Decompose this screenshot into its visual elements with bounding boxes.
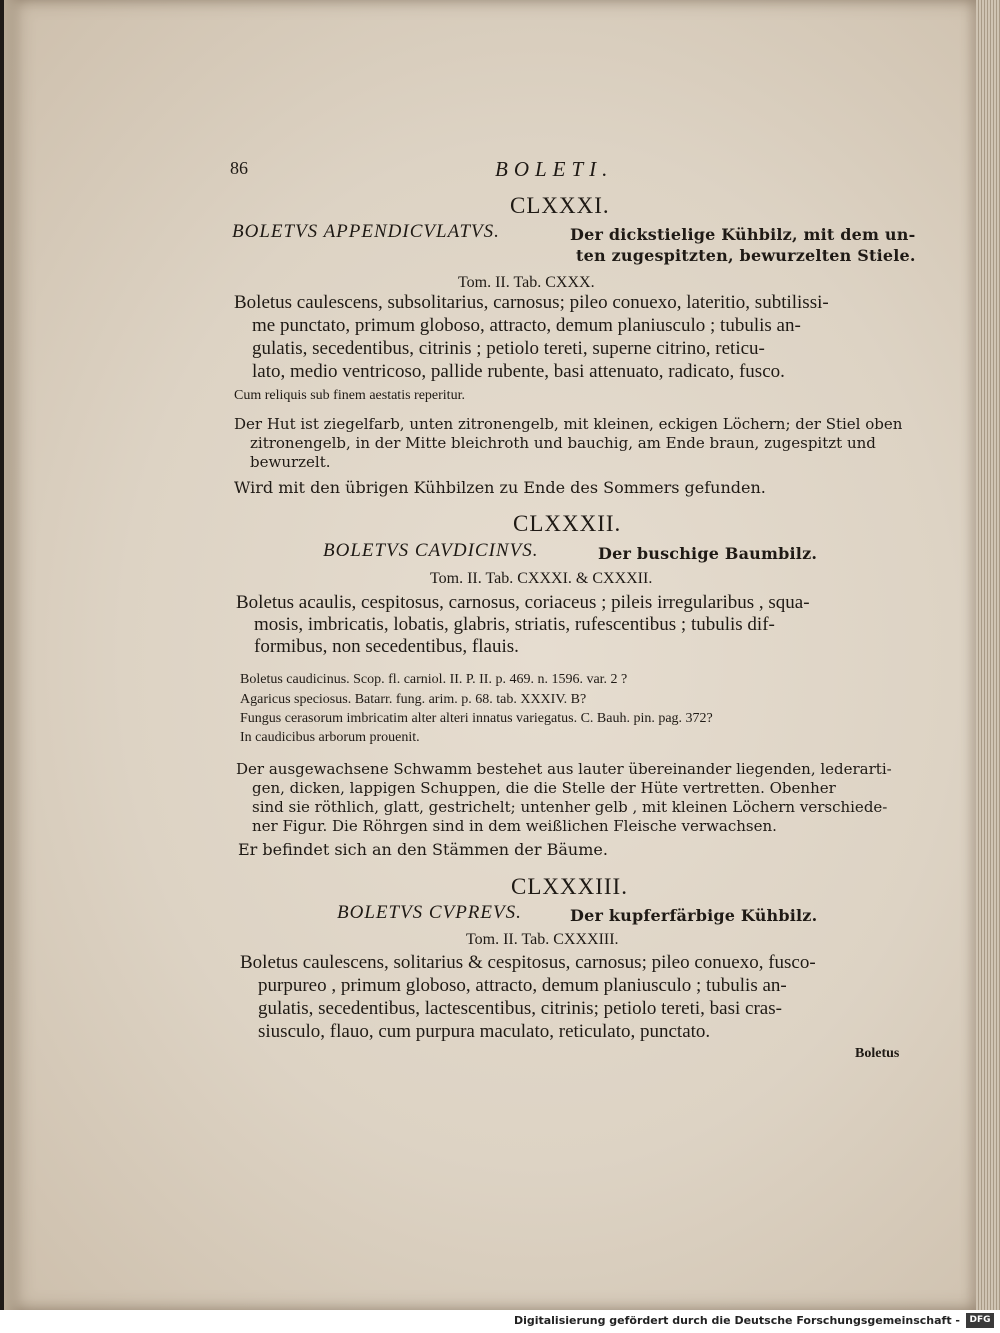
german-name-line: Der dickstielige Kühbilz, mit dem un- xyxy=(570,225,916,244)
plate-reference: Tom. II. Tab. CXXXI. & CXXXII. xyxy=(430,570,653,587)
german-habitat: Wird mit den übrigen Kühbilzen zu Ende des Sommers gefunden. xyxy=(234,478,766,497)
entry-number: CLXXXI. xyxy=(510,193,610,218)
german-description-line: gen, dicken, lappigen Schuppen, die die Stelle der Hüte vertretten. Obenher xyxy=(252,779,836,797)
dfg-logo: DFG xyxy=(966,1313,994,1328)
latin-description-line: mosis, imbricatis, lobatis, glabris, striatis, rufescentibus ; tubulis dif- xyxy=(254,614,775,635)
german-description-line: zitronengelb, in der Mitte bleichroth und bauchig, am Ende braun, zugespitzt und xyxy=(250,434,876,452)
latin-description-line: purpureo , primum globoso, attracto, demum planiusculo ; tubulis an- xyxy=(258,975,787,996)
footer-text: Digitalisierung gefördert durch die Deutsche Forschungsgemeinschaft - xyxy=(513,1314,960,1327)
german-habitat: Er befindet sich an den Stämmen der Bäume. xyxy=(238,840,608,859)
german-description-line: ner Figur. Die Röhrgen sind in dem weißlichen Fleische verwachsen. xyxy=(252,817,777,835)
german-name-line: Der kupferfärbige Kühbilz. xyxy=(570,906,818,925)
species-name: BOLETVS APPENDICVLATVS. xyxy=(232,221,500,242)
habitat-note: Cum reliquis sub finem aestatis reperitur. xyxy=(234,388,465,403)
synonym-line: Boletus caudicinus. Scop. fl. carniol. II. P. II. p. 469. n. 1596. var. 2 ? xyxy=(240,672,628,687)
species-name: BOLETVS CAVDICINVS. xyxy=(323,540,539,561)
german-name-line: ten zugespitzten, bewurzelten Stiele. xyxy=(576,246,916,265)
latin-description-line: lato, medio ventricoso, pallide rubente, basi attenuato, radicato, fusco. xyxy=(252,361,785,382)
entry-number: CLXXXIII. xyxy=(511,874,628,899)
german-description-line: bewurzelt. xyxy=(250,453,331,471)
page-gutter-shadow xyxy=(4,0,22,1310)
latin-description-line: gulatis, secedentibus, lactescentibus, citrinis; petiolo tereti, basi cras- xyxy=(258,998,782,1019)
german-name-line: Der buschige Baumbilz. xyxy=(598,544,818,563)
digitization-footer xyxy=(0,1310,1000,1333)
species-name: BOLETVS CVPREVS. xyxy=(337,902,522,923)
page-number: 86 xyxy=(230,158,248,178)
latin-description-line: siusculo, flauo, cum purpura maculato, reticulato, punctato. xyxy=(258,1021,711,1042)
plate-reference: Tom. II. Tab. CXXXIII. xyxy=(466,931,619,948)
synonym-line: Agaricus speciosus. Batarr. fung. arim. p. 68. tab. XXXIV. B? xyxy=(240,692,587,707)
catchword: Boletus xyxy=(855,1046,900,1061)
habitat-note: In caudicibus arborum prouenit. xyxy=(240,730,420,745)
latin-description-line: Boletus caulescens, subsolitarius, carnosus; pileo conuexo, lateritio, subtilissi- xyxy=(234,292,829,313)
latin-description-line: formibus, non secedentibus, flauis. xyxy=(254,636,519,657)
synonym-line: Fungus cerasorum imbricatim alter alteri innatus variegatus. C. Bauh. pin. pag. 372? xyxy=(240,711,713,726)
german-description-line: Der ausgewachsene Schwamm bestehet aus lauter übereinander liegenden, lederarti- xyxy=(236,760,892,778)
latin-description-line: gulatis, secedentibus, citrinis ; petiolo tereti, superne citrino, reticu- xyxy=(252,338,765,359)
latin-description-line: me punctato, primum globoso, attracto, demum planiusculo ; tubulis an- xyxy=(252,315,801,336)
german-description-line: sind sie röthlich, glatt, gestrichelt; untenher gelb , mit kleinen Löchern verschiede- xyxy=(252,798,888,816)
running-head: BOLETI. xyxy=(495,157,614,181)
latin-description-line: Boletus acaulis, cespitosus, carnosus, coriaceus ; pileis irregularibus , squa- xyxy=(236,592,810,613)
german-description-line: Der Hut ist ziegelfarb, unten zitronengelb, mit kleinen, eckigen Löchern; der Stiel oben xyxy=(234,415,903,433)
entry-number: CLXXXII. xyxy=(513,511,622,536)
plate-reference: Tom. II. Tab. CXXX. xyxy=(458,274,595,291)
latin-description-line: Boletus caulescens, solitarius & cespitosus, carnosus; pileo conuexo, fusco- xyxy=(240,952,816,973)
page-edges xyxy=(976,0,1000,1310)
